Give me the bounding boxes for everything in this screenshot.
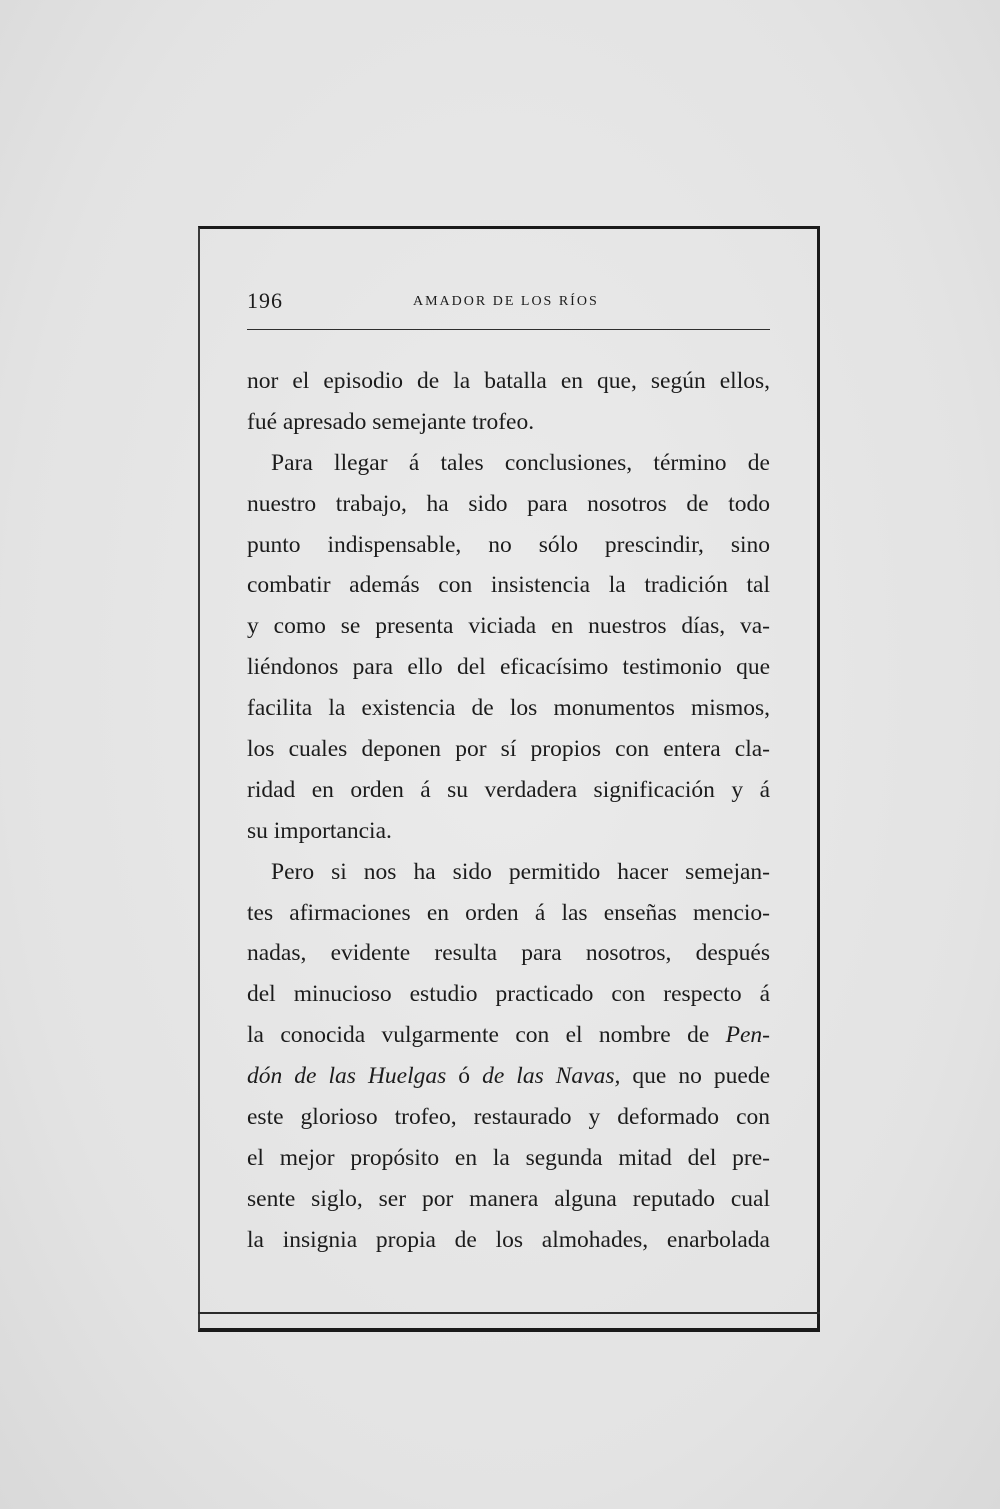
text-line [247, 1015, 770, 1056]
paragraph [247, 361, 770, 443]
body-text [247, 361, 770, 1261]
italic-segment: de las Navas, [482, 1063, 621, 1090]
text-line: facilita la existencia de los monumentos mismos, [247, 695, 770, 722]
page-number: 196 [247, 288, 283, 313]
text-line: ridad en orden á su verdadera significación y á [247, 776, 770, 803]
text-line: Pero si nos ha sido permitido hacer semejan- [271, 858, 770, 885]
text-line: su importancia. [247, 817, 392, 844]
text-line: punto indispensable, no sólo prescindir, sino [247, 531, 770, 558]
text-line: los cuales deponen por sí propios con entera cla- [247, 736, 770, 763]
running-head [247, 288, 770, 320]
text-line: del minucioso estudio practicado con respecto á [247, 981, 770, 1008]
text-segment: la conocida vulgarmente con el nombre de [247, 1022, 710, 1049]
text-line: fué apresado semejante trofeo. [247, 408, 535, 435]
text-line: el mejor propósito en la segunda mitad del pre- [247, 1144, 770, 1171]
text-segment: que no puede [632, 1063, 771, 1090]
header-rule [247, 329, 770, 330]
text-line: este glorioso trofeo, restaurado y deformado con [247, 1104, 770, 1131]
text-line: nor el episodio de la batalla en que, según ellos, [247, 368, 770, 394]
text-line: nadas, evidente resulta para nosotros, después [247, 940, 770, 967]
running-head-title: AMADOR DE LOS RÍOS [413, 294, 599, 309]
text-line: sente siglo, ser por manera alguna reputado cual [247, 1185, 770, 1212]
italic-segment: dón de las Huelgas [247, 1063, 447, 1090]
italic-segment: Pen- [725, 1022, 771, 1049]
paragraph [247, 852, 770, 1261]
text-segment: ó [458, 1063, 471, 1090]
frame-bottom-rule [198, 1312, 820, 1314]
text-line: Para llegar á tales conclusiones, término de [271, 449, 770, 476]
text-line: tes afirmaciones en orden á las enseñas mencio- [247, 899, 770, 926]
text-line: la insignia propia de los almohades, enarbolada [247, 1226, 770, 1253]
text-line: liéndonos para ello del eficacísimo testimonio que [247, 654, 770, 681]
text-line: nuestro trabajo, ha sido para nosotros de todo [247, 490, 770, 517]
paragraph [247, 443, 770, 852]
text-line: combatir además con insistencia la tradición tal [247, 572, 770, 599]
text-line: y como se presenta viciada en nuestros días, va- [247, 613, 770, 640]
text-line [247, 1056, 770, 1097]
